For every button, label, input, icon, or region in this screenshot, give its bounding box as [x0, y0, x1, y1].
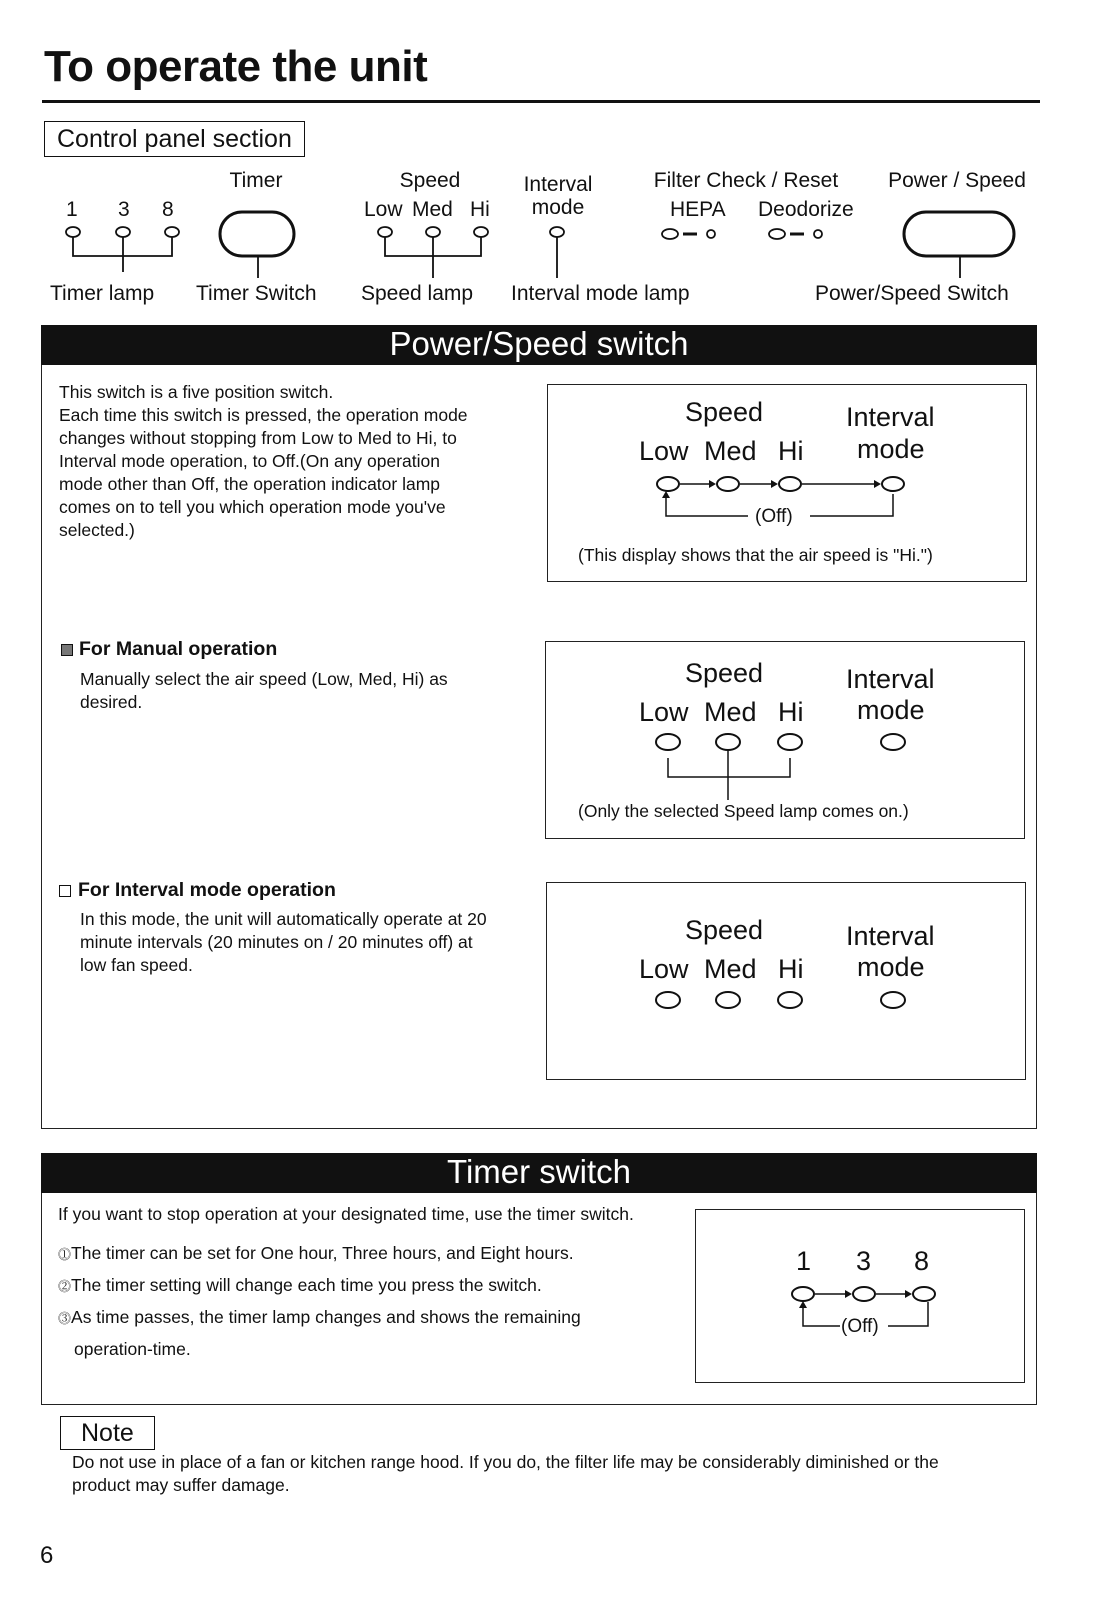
timer-lamp-caption: Timer lamp	[50, 282, 155, 305]
display2-mode: mode	[857, 695, 925, 725]
speed-low-label: Low	[364, 198, 403, 221]
speed-hi-label: Hi	[470, 198, 490, 221]
timer-display-8: 8	[914, 1246, 930, 1276]
timer-bullet-2-text: The timer setting will change each time you press the switch.	[71, 1275, 542, 1295]
display1-low: Low	[639, 436, 689, 466]
intro-line: mode other than Off, the operation indicator lamp	[59, 474, 441, 494]
manual-line: desired.	[80, 692, 143, 712]
display1-med: Med	[704, 436, 757, 466]
intro-line: Interval mode operation, to Off.(On any operation	[59, 451, 441, 471]
display3-mode: mode	[857, 952, 925, 982]
arrow-icon	[905, 1290, 912, 1298]
display3-med: Med	[704, 954, 757, 984]
timer-display-lamp-1-icon	[792, 1287, 814, 1301]
manual-heading-text: For Manual operation	[79, 638, 278, 660]
intro-line: comes on to tell you which operation mode you've	[59, 497, 446, 517]
intro-line: Each time this switch is pressed, the operation mode	[59, 405, 468, 425]
interval-heading-text: For Interval mode operation	[78, 879, 336, 901]
interval-line: low fan speed.	[80, 955, 193, 975]
control-panel-heading: Control panel section	[44, 121, 305, 157]
display2-interval: Interval	[846, 664, 935, 694]
note-text	[72, 1451, 939, 1497]
bullet-3-icon: ⓷	[58, 1311, 72, 1326]
hepa-label: HEPA	[670, 198, 726, 221]
bullet-2-icon: ⓶	[58, 1279, 72, 1294]
arrow-icon	[845, 1290, 852, 1298]
timer-display-1: 1	[796, 1246, 812, 1276]
timer-display-off: (Off)	[841, 1316, 879, 1337]
timer-bullet-3-text: As time passes, the timer lamp changes and shows the remaining	[71, 1307, 581, 1327]
timer-intro: If you want to stop operation at your designated time, use the timer switch.	[58, 1204, 634, 1224]
timer-display-lamp-3-icon	[853, 1287, 875, 1301]
note-line: Do not use in place of a fan or kitchen range hood. If you do, the filter life may be considerably diminished or the	[72, 1452, 939, 1472]
speed-med-label: Med	[412, 198, 453, 221]
timer-display-3: 3	[856, 1246, 872, 1276]
intro-line: This switch is a five position switch.	[59, 382, 334, 402]
note-line: product may suffer damage.	[72, 1475, 290, 1495]
display3-speed: Speed	[685, 915, 764, 945]
display1-off: (Off)	[755, 506, 793, 527]
display1-speed: Speed	[685, 397, 764, 427]
display1-caption: (This display shows that the air speed is "Hi.")	[578, 545, 933, 565]
timer-display-lamp-8-icon	[913, 1287, 935, 1301]
interval-line: In this mode, the unit will automatically operate at 20	[80, 909, 487, 929]
bullet-1-icon: ⓵	[58, 1247, 72, 1262]
speed-label: Speed	[399, 169, 461, 192]
page-title: To operate the unit	[44, 42, 428, 91]
speed-lamp-caption: Speed lamp	[361, 282, 474, 305]
display1-mode: mode	[857, 434, 925, 464]
interval-line: minute intervals (20 minutes on / 20 minutes off) at	[80, 932, 473, 952]
interval-label: Interval	[523, 173, 593, 196]
timer-number-3: 3	[118, 198, 130, 221]
display2-med: Med	[704, 697, 757, 727]
power-switch-caption: Power/Speed Switch	[815, 282, 1009, 305]
timer-bullet-3-continued: operation-time.	[74, 1339, 191, 1359]
filter-check-label: Filter Check / Reset	[653, 169, 839, 192]
display2-speed: Speed	[685, 658, 764, 688]
deodorize-label: Deodorize	[758, 198, 854, 221]
intro-line: changes without stopping from Low to Med to Hi, to	[59, 428, 457, 448]
timer-bullet-1-text: The timer can be set for One hour, Three hours, and Eight hours.	[71, 1243, 574, 1263]
display2-caption: (Only the selected Speed lamp comes on.)	[578, 801, 909, 821]
page-number: 6	[40, 1542, 54, 1569]
timer-label: Timer	[229, 169, 283, 192]
display2-low: Low	[639, 697, 689, 727]
display3-low: Low	[639, 954, 689, 984]
display1-interval: Interval	[846, 402, 935, 432]
display2-hi: Hi	[778, 697, 804, 727]
power-speed-label: Power / Speed	[888, 169, 1026, 192]
arrow-icon	[799, 1301, 807, 1308]
display3-hi: Hi	[778, 954, 804, 984]
timer-number-8: 8	[162, 198, 174, 221]
timer-switch-caption: Timer Switch	[196, 282, 317, 305]
manual-line: Manually select the air speed (Low, Med, Hi) as	[80, 669, 448, 689]
interval-mode-label: mode	[531, 196, 585, 219]
note-heading: Note	[60, 1416, 155, 1450]
interval-lamp-caption: Interval mode lamp	[511, 282, 690, 305]
timer-switch-heading: Timer switch	[41, 1153, 1037, 1193]
display3-interval: Interval	[846, 921, 935, 951]
display1-hi: Hi	[778, 436, 804, 466]
power-speed-heading: Power/Speed switch	[41, 325, 1037, 365]
intro-line: selected.)	[59, 520, 135, 540]
timer-number-1: 1	[66, 198, 78, 221]
